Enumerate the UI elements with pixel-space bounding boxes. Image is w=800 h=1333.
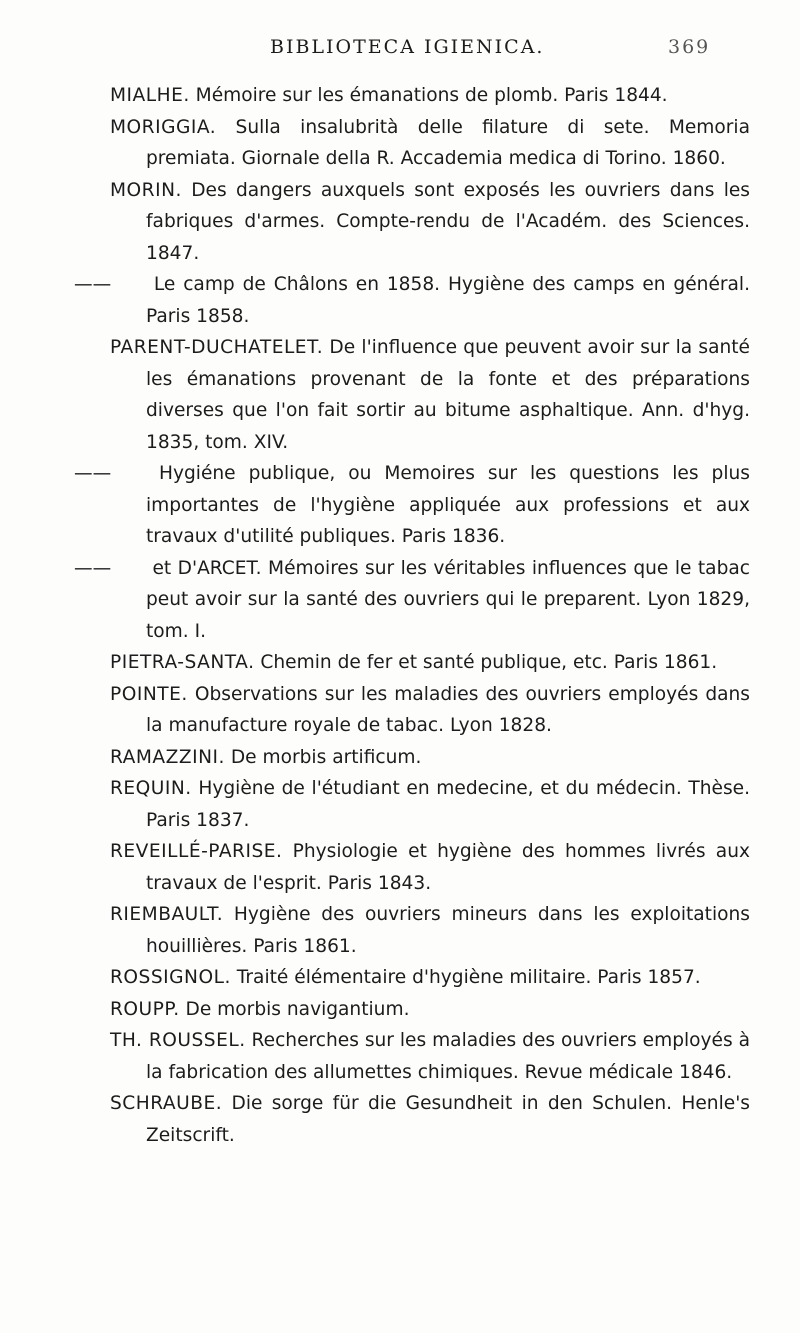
page-number: 369 (668, 36, 711, 58)
entry-text: De morbis artificum. (224, 746, 422, 768)
bibliography-entry (110, 1088, 750, 1151)
bibliography-entry (74, 553, 750, 648)
bibliography-entry (74, 269, 750, 332)
entry-text: Mémoire sur les émanations de plomb. Paris 1844. (189, 85, 668, 106)
bibliography-entry (110, 647, 750, 679)
entry-author: PARENT-DUCHATELET. (110, 337, 324, 358)
entry-author: RIEMBAULT. (110, 904, 224, 925)
bibliography-list (74, 80, 751, 1151)
bibliography-entry (110, 112, 750, 175)
entry-author: MIALHE. (110, 85, 190, 106)
running-head (0, 36, 800, 66)
entry-text: Observations sur les maladies des ouvriers employés dans la manufacture royale de tabac. Lyon 1828. (146, 683, 750, 736)
bibliography-entry (110, 1025, 750, 1088)
entry-text: Chemin de fer et santé publique, etc. Paris 1861. (254, 652, 718, 673)
entry-author: TH. ROUSSEL. (110, 1030, 246, 1051)
entry-author: POINTE. (110, 683, 188, 705)
entry-text: Recherches sur les maladies des ouvriers employés à la fabrication des allumettes chimiques. Revue médicale 1846. (146, 1030, 751, 1083)
entry-text: Sulla insalubrità delle filature di sete. Memoria premiata. Giornale della R. Accademia medica di Torino. 1860. (146, 116, 750, 169)
entry-author: MORIGGIA. (110, 116, 217, 138)
entry-text: De l'influence que peuvent avoir sur la santé les émanations provenant de la fonte et des préparations diverses que l'on fait sortir au bitume asphaltique. Ann. d'hyg. 1835, tom. XIV. (146, 337, 750, 453)
running-title: BIBLIOTECA IGIENICA. (270, 36, 545, 58)
entry-text: Traité élémentaire d'hygiène militaire. Paris 1857. (230, 967, 701, 988)
bibliography-entry (110, 962, 750, 994)
entry-author: MORIN. (110, 179, 182, 201)
bibliography-entry (110, 773, 750, 836)
entry-author: SCHRAUBE. (110, 1093, 223, 1114)
entry-author: ROUPP. (110, 998, 180, 1020)
entry-text: et D'ARCET. Mémoires sur les véritables influences que le tabac peut avoir sur la santé des ouvriers qui le preparent. Lyon 1829, tom. I. (146, 557, 750, 642)
ditto-dash: —— (74, 463, 112, 484)
bibliography-entry (110, 679, 750, 742)
bibliography-entry (110, 994, 750, 1026)
entry-author: PIETRA-SANTA. (110, 652, 255, 673)
entry-author: RAMAZZINI. (110, 746, 225, 768)
bibliography-entry (110, 175, 750, 270)
entry-text: De morbis navigantium. (179, 998, 410, 1020)
ditto-dash: —— (74, 557, 112, 579)
bibliography-entry (110, 742, 750, 774)
entry-author: ROSSIGNOL. (110, 967, 231, 988)
bibliography-entry (110, 836, 750, 899)
ditto-dash: —— (74, 274, 112, 295)
bibliography-entry (110, 332, 750, 458)
entry-text: Hygiène de l'étudiant en medecine, et du médecin. Thèse. Paris 1837. (146, 778, 750, 831)
entry-text: Le camp de Châlons en 1858. Hygiène des camps en général. Paris 1858. (146, 274, 750, 327)
entry-text: Die sorge für die Gesundheit in den Schulen. Henle's Zeitscrift. (146, 1093, 750, 1146)
bibliography-entry (110, 80, 750, 112)
entry-text: Physiologie et hygiène des hommes livrés aux travaux de l'esprit. Paris 1843. (146, 841, 750, 894)
entry-author: REQUIN. (110, 778, 192, 799)
entry-text: Des dangers auxquels sont exposés les ouvriers dans les fabriques d'armes. Compte-rendu de l'Académ. des Sciences. 1847. (146, 179, 750, 264)
entry-text: Hygiène des ouvriers mineurs dans les exploitations houillières. Paris 1861. (146, 904, 750, 957)
bibliography-entry (74, 458, 750, 553)
entry-author: REVEILLÉ-PARISE. (110, 841, 283, 862)
bibliography-entry (110, 899, 750, 962)
entry-text: Hygiéne publique, ou Memoires sur les questions les plus importantes de l'hygiène appliquée aux professions et aux travaux d'utilité publiques. Paris 1836. (146, 463, 750, 547)
